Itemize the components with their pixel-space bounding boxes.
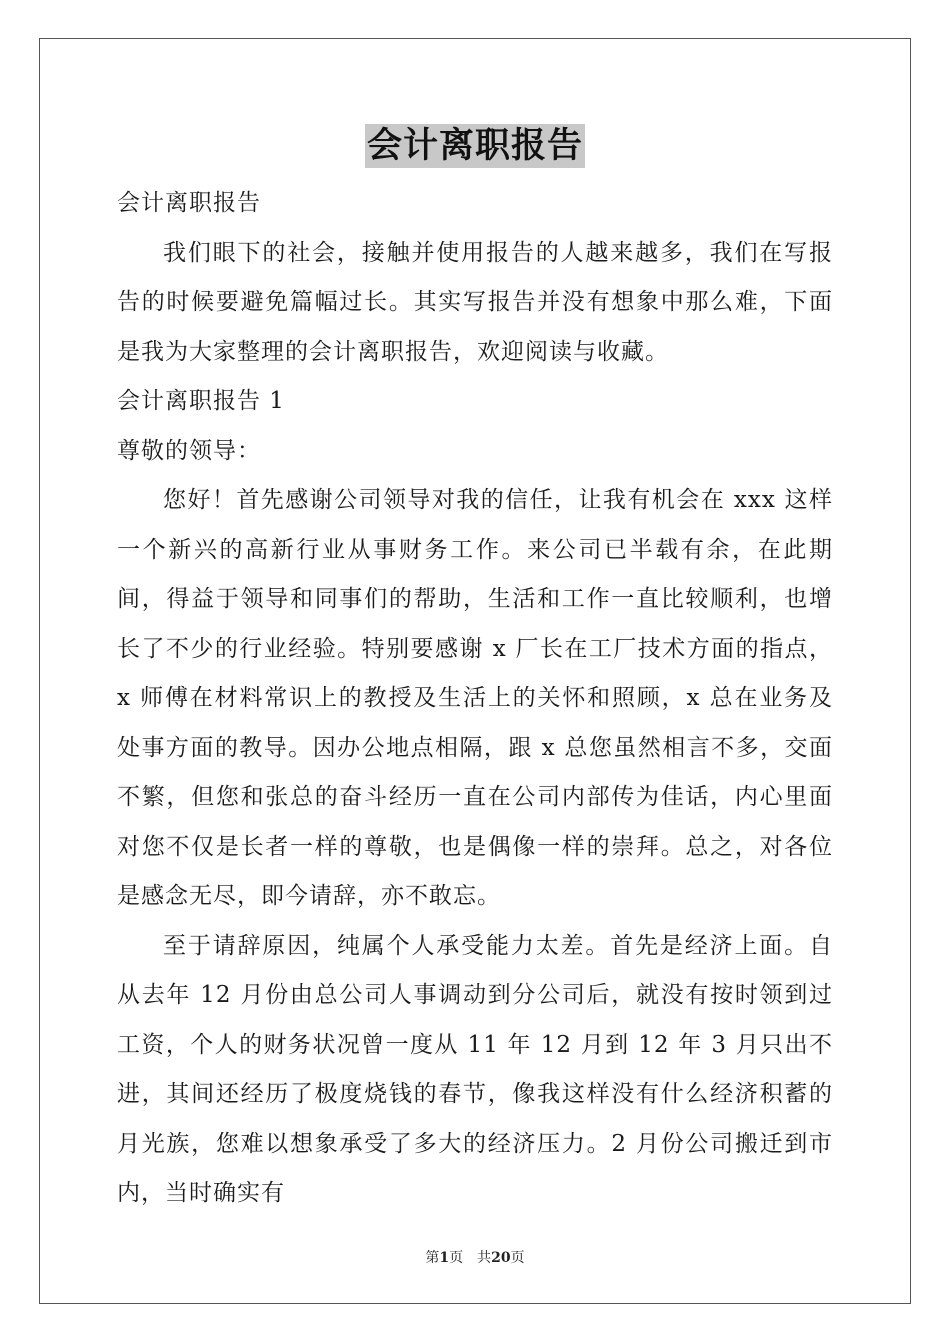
document-body	[117, 179, 833, 1219]
title-container	[0, 124, 950, 168]
footer-middle: 页 共	[449, 1250, 492, 1266]
footer-suffix: 页	[510, 1250, 525, 1266]
paragraph: 会计离职报告 1	[117, 388, 285, 414]
page-footer	[0, 1247, 950, 1267]
footer-prefix: 第	[425, 1250, 440, 1266]
paragraph: 我们眼下的社会，接触并使用报告的人越来越多，我们在写报告的时候要避免篇幅过长。其实写报告并没有想象中那么难，下面是我为大家整理的会计离职报告，欢迎阅读与收藏。	[117, 239, 833, 365]
paragraph: 会计离职报告	[117, 190, 261, 216]
paragraph: 您好！首先感谢公司领导对我的信任，让我有机会在 xxx 这样一个新兴的高新行业从事财务工作。来公司已半载有余，在此期间，得益于领导和同事们的帮助，生活和工作一直比较顺利，也增长了不少的行业经验。特别要感谢 x 厂长在工厂技术方面的指点，x 师傅在材料常识上的教授及生活上的关怀和照顾，x 总在业务及处事方面的教导。因办公地点相隔，跟 x 总您虽然相言不多，交面不繁，但您和张总的奋斗经历一直在公司内部传为佳话，内心里面对您不仅是长者一样的尊敬，也是偶像一样的崇拜。总之，对各位是感念无尽，即今请辞，亦不敢忘。	[117, 487, 833, 909]
paragraph: 至于请辞原因，纯属个人承受能力太差。首先是经济上面。自从去年 12 月份由总公司人事调动到分公司后，就没有按时领到过工资，个人的财务状况曾一度从 11 年 12 月到 12 年 3 月只出不进，其间还经历了极度烧钱的春节，像我这样没有什么经济积蓄的月光族，您难以想象承受了多大的经济压力。2 月份公司搬迁到市内，当时确实有	[117, 932, 833, 1206]
paragraph: 尊敬的领导：	[117, 437, 261, 464]
document-title: 会计离职报告	[366, 125, 583, 166]
footer-current-page: 1	[439, 1250, 450, 1266]
footer-total-pages: 20	[491, 1250, 511, 1266]
